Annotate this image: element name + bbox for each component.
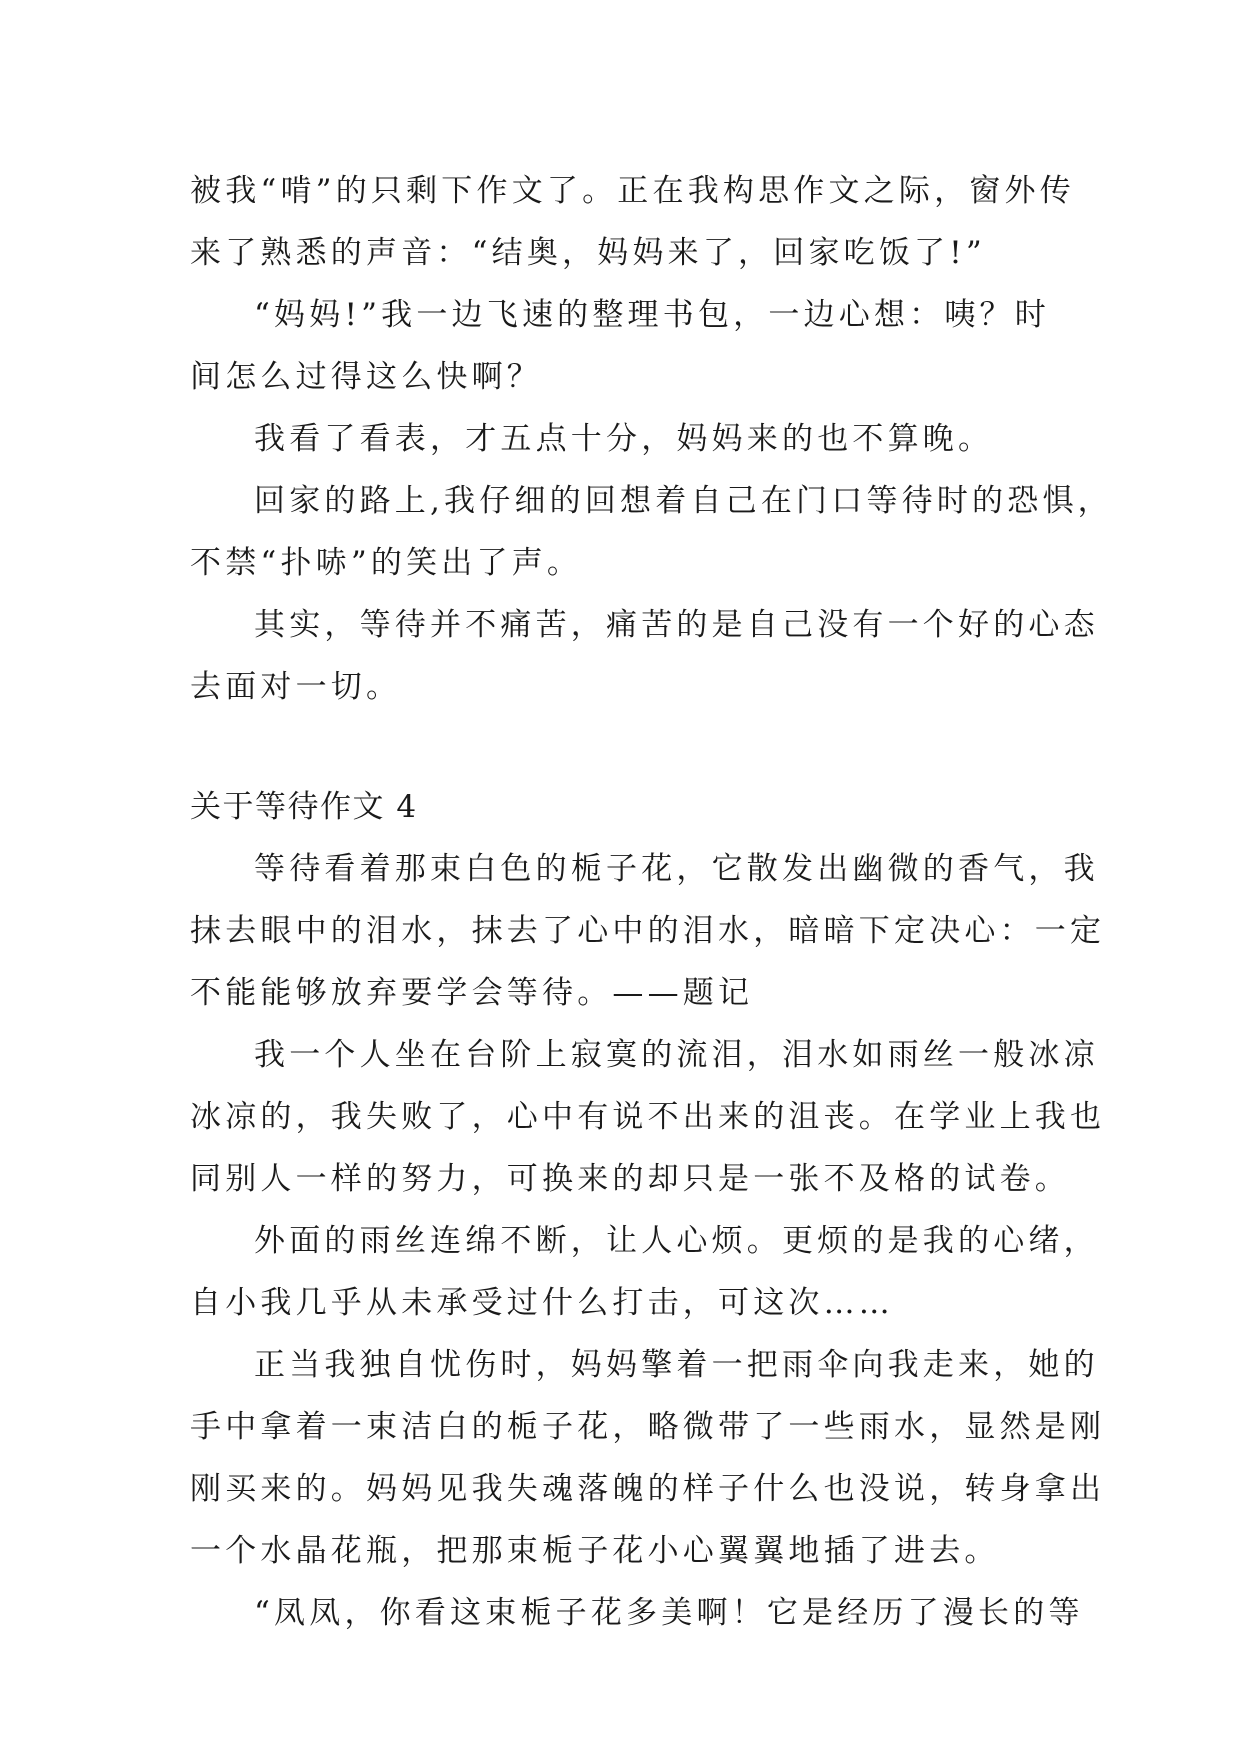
text-line: 其实，等待并不痛苦，痛苦的是自己没有一个好的心态 (254, 607, 1099, 643)
text-line: 冰凉的，我失败了，心中有说不出来的沮丧。在学业上我也 (190, 1099, 1106, 1135)
text-line: 我一个人坐在台阶上寂寞的流泪，泪水如雨丝一般冰凉 (254, 1037, 1099, 1073)
text-line: 来了熟悉的声音：“结奥，妈妈来了，回家吃饭了!” (190, 235, 986, 271)
text-line: 刚买来的。妈妈见我失魂落魄的样子什么也没说，转身拿出 (190, 1471, 1106, 1507)
text-line: 不禁“扑哧”的笑出了声。 (190, 545, 583, 581)
text-line: 同别人一样的努力，可换来的却只是一张不及格的试卷。 (190, 1161, 1070, 1197)
section-gap (190, 718, 1050, 776)
text-line: 自小我几乎从未承受过什么打击，可这次…… (190, 1285, 894, 1321)
text-line: 我看了看表，才五点十分，妈妈来的也不算晚。 (254, 421, 994, 457)
section-heading: 关于等待作文 4 (190, 789, 418, 825)
text-line: 等待看着那束白色的栀子花，它散发出幽微的香气，我 (254, 851, 1099, 887)
text-line: 间怎么过得这么快啊？ (190, 359, 542, 395)
text-line: 去面对一切。 (190, 669, 402, 705)
text-line: 一个水晶花瓶，把那束栀子花小心翼翼地插了进去。 (190, 1533, 1000, 1569)
text-line: 回家的路上,我仔细的回想着自己在门口等待时的恐惧， (254, 483, 1113, 519)
document-page (190, 160, 1113, 1644)
text-line: 不能能够放弃要学会等待。——题记 (190, 975, 754, 1011)
text-line: 外面的雨丝连绵不断，让人心烦。更烦的是我的心绪， (254, 1223, 1099, 1259)
text-line: 手中拿着一束洁白的栀子花，略微带了一些雨水，显然是刚 (190, 1409, 1106, 1445)
text-line: 被我“啃”的只剩下作文了。正在我构思作文之际，窗外传 (190, 173, 1075, 209)
text-line: “妈妈!”我一边飞速的整理书包，一边心想：咦？时 (254, 297, 1050, 333)
text-line: 抹去眼中的泪水，抹去了心中的泪水，暗暗下定决心：一定 (190, 913, 1106, 949)
text-line: “凤凤，你看这束栀子花多美啊！它是经历了漫长的等 (254, 1595, 1084, 1631)
text-line: 正当我独自忧伤时，妈妈擎着一把雨伞向我走来，她的 (254, 1347, 1099, 1383)
